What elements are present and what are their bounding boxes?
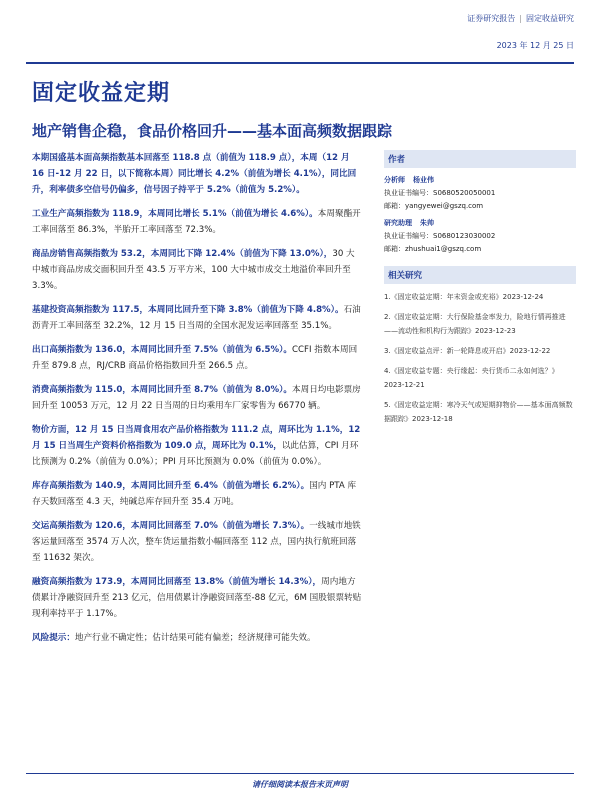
risk-warning: [32, 630, 362, 646]
para-lead: 工业生产高频指数为 118.9，本周同比增长 5.1%（前值为增长 4.6%）。: [32, 209, 318, 219]
para-body: 石油沥青开工率回落至 32.2%，12 月 15 日当周的全国水泥发运率回落至 35.1%。: [32, 305, 361, 331]
para-lead: 库存高频指数为 140.9，本周同比回升至 6.4%（前值为增长 6.2%）。: [32, 481, 310, 491]
footer-disclaimer: 请仔细阅读本报告末页声明: [252, 780, 348, 789]
author-role: 研究助理: [384, 219, 412, 227]
related-item[interactable]: 4.《固定收益专题：央行缘起：央行货币二永如何选？》2023-12-21: [384, 367, 559, 389]
para-lead: 本期国盛基本面高频指数基本回落至 118.8 点（前值为 118.9 点），本周（12 月 16 日-12 月 22 日，以下简称本周）同比增长 4.2%（前值为增长 4.1%），同比回升，利率债多空信号仍偏多，信号因子持平于 5.2%（前值为 5.2%）。: [32, 153, 357, 195]
report-subtitle: 地产销售企稳，食品价格回升——基本面高频数据跟踪: [32, 122, 393, 140]
paragraph: [32, 150, 362, 198]
para-body: 30 大中城市商品房成交面积回升至 43.5 万平方米，100 大中城市成交土地溢价率回升至 3.3%。: [32, 249, 355, 291]
risk-label: 风险提示：: [32, 633, 75, 643]
para-body: 以此估算，CPI 月环比预测为 0.2%（前值为 0.0%）；PPI 月环比预测为 0.0%（前值为 0.0%）。: [32, 441, 359, 467]
para-lead: 出口高频指数为 136.0，本周同比回升至 7.5%（前值为 6.5%）。: [32, 345, 292, 355]
para-lead: 消费高频指数为 115.0，本周同比回升至 8.7%（前值为 8.0%）。: [32, 385, 292, 395]
header-divider: [26, 62, 574, 64]
para-lead: 融资高频指数为 173.9，本周同比回落至 13.8%（前值为增长 14.3%），: [32, 577, 322, 587]
paragraph: [32, 382, 362, 414]
page-title: 固定收益定期: [32, 81, 171, 106]
sidebar: [384, 150, 576, 432]
para-lead: 基建投资高频指数为 117.5，本周同比回升至下降 3.8%（前值为下降 4.8%）。: [32, 305, 344, 315]
author-email[interactable]: 邮箱：zhushuai1@gszq.com: [384, 245, 482, 253]
risk-text: 地产行业不确定性；估计结果可能有偏差；经济规律可能失效。: [74, 633, 316, 643]
para-body: CCFI 指数本周回升至 879.8 点，RJ/CRB 商品价格指数回升至 266.5 点。: [32, 345, 358, 371]
para-body: 周内地方债累计净融资回升至 213 亿元，信用债累计净融资回落至-88 亿元，6M 国股银票转贴现利率持平于 1.17%。: [32, 577, 362, 619]
report-date: 2023 年 12 月 25 日: [496, 41, 574, 50]
author-block: [384, 174, 576, 213]
main-content: [32, 150, 362, 654]
para-body: 本周聚酯开工率回落至 86.3%，半胎开工率回落至 72.3%。: [32, 209, 361, 235]
para-body: 国内 PTA 库存天数回落至 4.3 天，纯碱总库存回升至 35.4 万吨。: [32, 481, 357, 507]
header-left: 证券研究报告: [467, 14, 516, 23]
authors-heading: 作者: [384, 150, 576, 168]
author-email[interactable]: 邮箱：yangyewei@gszq.com: [384, 202, 484, 210]
header-right: 固定收益研究: [526, 14, 574, 23]
related-item[interactable]: 1.《固定收益定期：年末资金或充裕》2023-12-24: [384, 293, 544, 301]
related-item[interactable]: 2.《固定收益定期：大行保险基金率发力，险地行情再推进——流动性和机构行为跟踪》2023-12-23: [384, 313, 566, 335]
paragraph: [32, 574, 362, 622]
author-cert: 执业证书编号：S0680520050001: [384, 189, 496, 197]
paragraph: [32, 246, 362, 294]
author-name: 杨业伟: [413, 176, 434, 184]
paragraph: [32, 206, 362, 238]
related-heading: 相关研究: [384, 266, 576, 284]
paragraph: [32, 302, 362, 334]
author-role: 分析师: [384, 176, 405, 184]
paragraph: [32, 518, 362, 566]
author-block: [384, 217, 576, 256]
author-name: 朱帅: [420, 219, 434, 227]
paragraph: [32, 342, 362, 374]
report-header: 证券研究报告 | 固定收益研究: [467, 14, 574, 23]
author-cert: 执业证书编号：S0680123030002: [384, 232, 496, 240]
paragraph: [32, 478, 362, 510]
para-lead: 商品房销售高频指数为 53.2，本周同比下降 12.4%（前值为下降 13.0%），: [32, 249, 333, 259]
para-body: 本周日均电影票房回升至 10053 万元，12 月 22 日当周的日均乘用车厂家零售为 66770 辆。: [32, 385, 361, 411]
footer-divider: [26, 773, 574, 774]
related-item[interactable]: 5.《固定收益定期：寒冷天气或短期抑物价——基本面高频数据跟踪》2023-12-18: [384, 401, 573, 423]
paragraph: [32, 422, 362, 470]
para-lead: 物价方面，12 月 15 日当周食用农产品价格指数为 111.2 点，周环比为 1.1%，12 月 15 日当周生产资料价格指数为 109.0 点，周环比为 0.1%，: [32, 425, 361, 451]
related-item[interactable]: 3.《固定收益点评：新一轮降息或开启》2023-12-22: [384, 347, 551, 355]
para-body: 一线城市地铁客运量回落至 3574 万人次，整车货运量指数小幅回落至 112 点，国内执行航班回落至 11632 架次。: [32, 521, 361, 563]
para-lead: 交运高频指数为 120.6，本周同比回落至 7.0%（前值为增长 7.3%）。: [32, 521, 310, 531]
